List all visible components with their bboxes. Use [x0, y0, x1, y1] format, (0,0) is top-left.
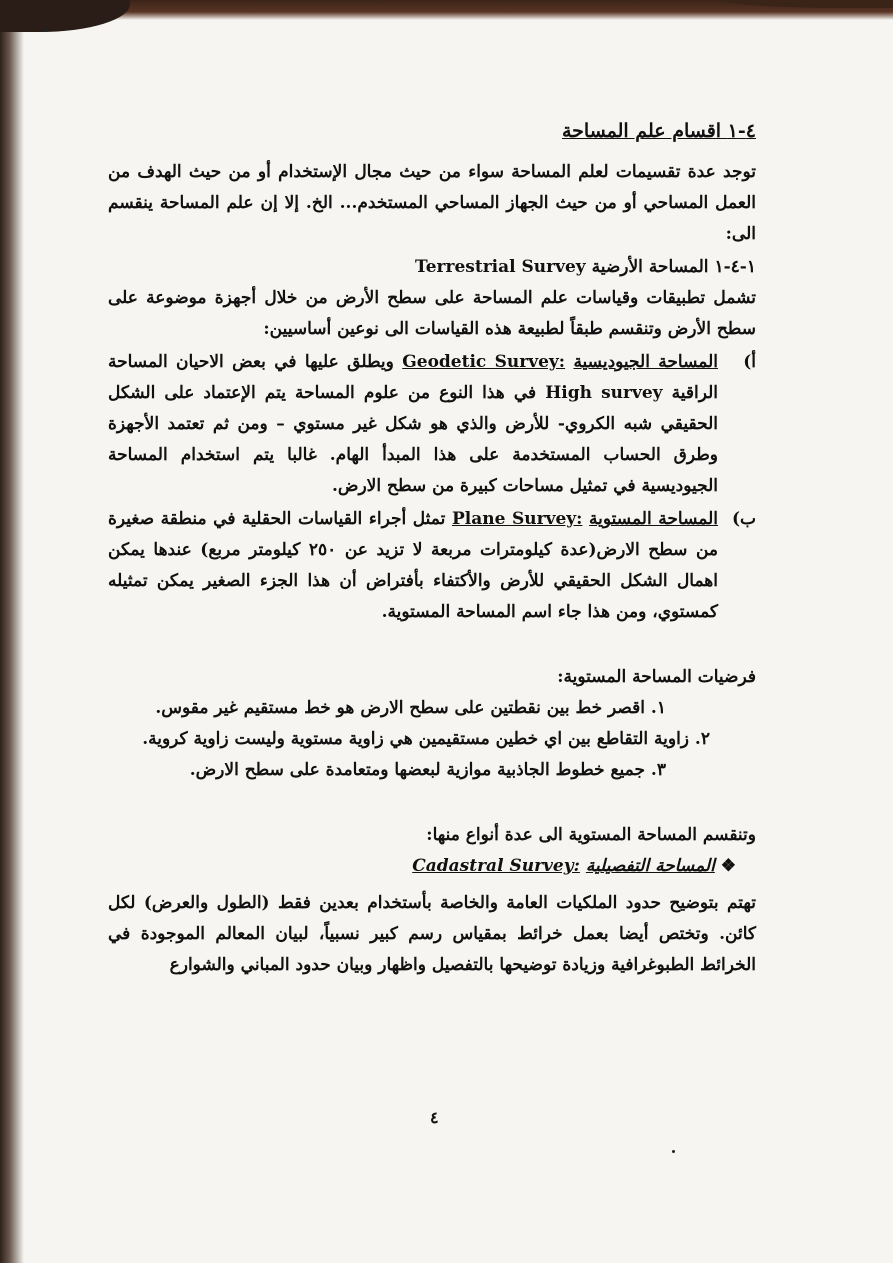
left-edge-shadow — [0, 0, 24, 1263]
item-marker: أ) — [743, 352, 756, 372]
list-item-geodetic — [108, 347, 756, 502]
assumptions-title: فرضيات المساحة المستوية: — [557, 667, 756, 687]
subsection-title-ar: المساحة الأرضية — [591, 257, 709, 277]
speck — [44, 28, 48, 32]
item-body: تمثل أجراء القياسات الحقلية في منطقة صغيرة من سطح الارض(عدة كيلومترات مربعة لا تزيد عن ٢٥٠ كيلومتر مربع) عندها يمكن اهمال الشكل الحقيقي للأرض والأكتفاء بأفتراض أن هذا الجزء الصغير يمكن تمثيله كمستوي، ومن هذا جاء اسم المساحة المستوية. — [108, 509, 718, 622]
subsection-number: ١-٤-١ — [714, 257, 756, 277]
intro-paragraph: توجد عدة تقسيمات لعلم المساحة سواء من حيث مجال الإستخدام أو من حيث الهدف من العمل المساحي أو من حيث الجهاز المساحي المستخدم... الخ. إلا إن علم المساحة ينقسم الى: — [108, 162, 756, 244]
term-ar: المساحة المستوية — [589, 509, 719, 529]
page-corner-fold — [0, 0, 130, 32]
term-en: Plane Survey: — [451, 509, 583, 529]
list-item-plane — [108, 504, 756, 628]
term-ar: المساحة التفصيلية — [585, 856, 715, 876]
speck — [672, 1150, 675, 1153]
assumption-item: ٣. جميع خطوط الجاذبية موازية لبعضها ومتعامدة على سطح الارض. — [189, 760, 666, 780]
item-body: ويطلق عليها في بعض الاحيان المساحة الراقية High survey في هذا النوع من علوم المساحة يتم الإعتماد على الشكل الحقيقي شبه الكروي- للأرض والذي هو شكل غير مستوي – ومن ثم تعتمد الأجهزة وطرق الحساب المستخدمة على هذا المبدأ الهام. غالبا يتم استخدام المساحة الجيوديسية في تمثيل مساحات كبيرة من سطح الارض. — [108, 352, 719, 496]
subsection-paragraph: تشمل تطبيقات وقياسات علم المساحة على سطح الأرض من خلال أجهزة موضوعة على سطح الأرض وتنقسم طبقاً لطبيعة هذه القياسات الى نوعين أساسيين: — [108, 288, 756, 339]
item-marker: ب) — [731, 509, 756, 529]
subsection-heading — [108, 252, 756, 283]
assumption-item: ٢. زاوية التقاطع بين اي خطين مستقيمين هي زاوية مستوية وليست زاوية كروية. — [142, 729, 710, 749]
types-intro: وتنقسم المساحة المستوية الى عدة أنواع منها: — [426, 825, 756, 845]
term-ar: المساحة الجيوديسية — [573, 352, 718, 372]
page-number: ٤ — [430, 1108, 439, 1127]
section-title: ٤-١ اقسام علم المساحة — [561, 120, 756, 142]
cadastral-heading — [108, 851, 756, 882]
term-en: Geodetic Survey: — [402, 352, 566, 372]
document-body — [108, 116, 756, 981]
assumption-item: ١. اقصر خط بين نقطتين على سطح الارض هو خط مستقيم غير مقوس. — [155, 698, 666, 718]
cadastral-paragraph: تهتم بتوضيح حدود الملكيات العامة والخاصة بأستخدام بعدين فقط (الطول والعرض) لكل كائن. وتختص أيضا بعمل خرائط بمقياس رسم كبير نسبياً، لبيان المعالم الموجودة في الخرائط الطبوغرافية وزيادة توضيحها بالتفصيل واظهار وبيان حدود المباني والشوارع — [108, 893, 756, 975]
term-en: Cadastral Survey: — [412, 856, 580, 876]
diamond-bullet-icon: ❖ — [720, 856, 736, 876]
subsection-title-en: Terrestrial Survey — [415, 257, 586, 277]
